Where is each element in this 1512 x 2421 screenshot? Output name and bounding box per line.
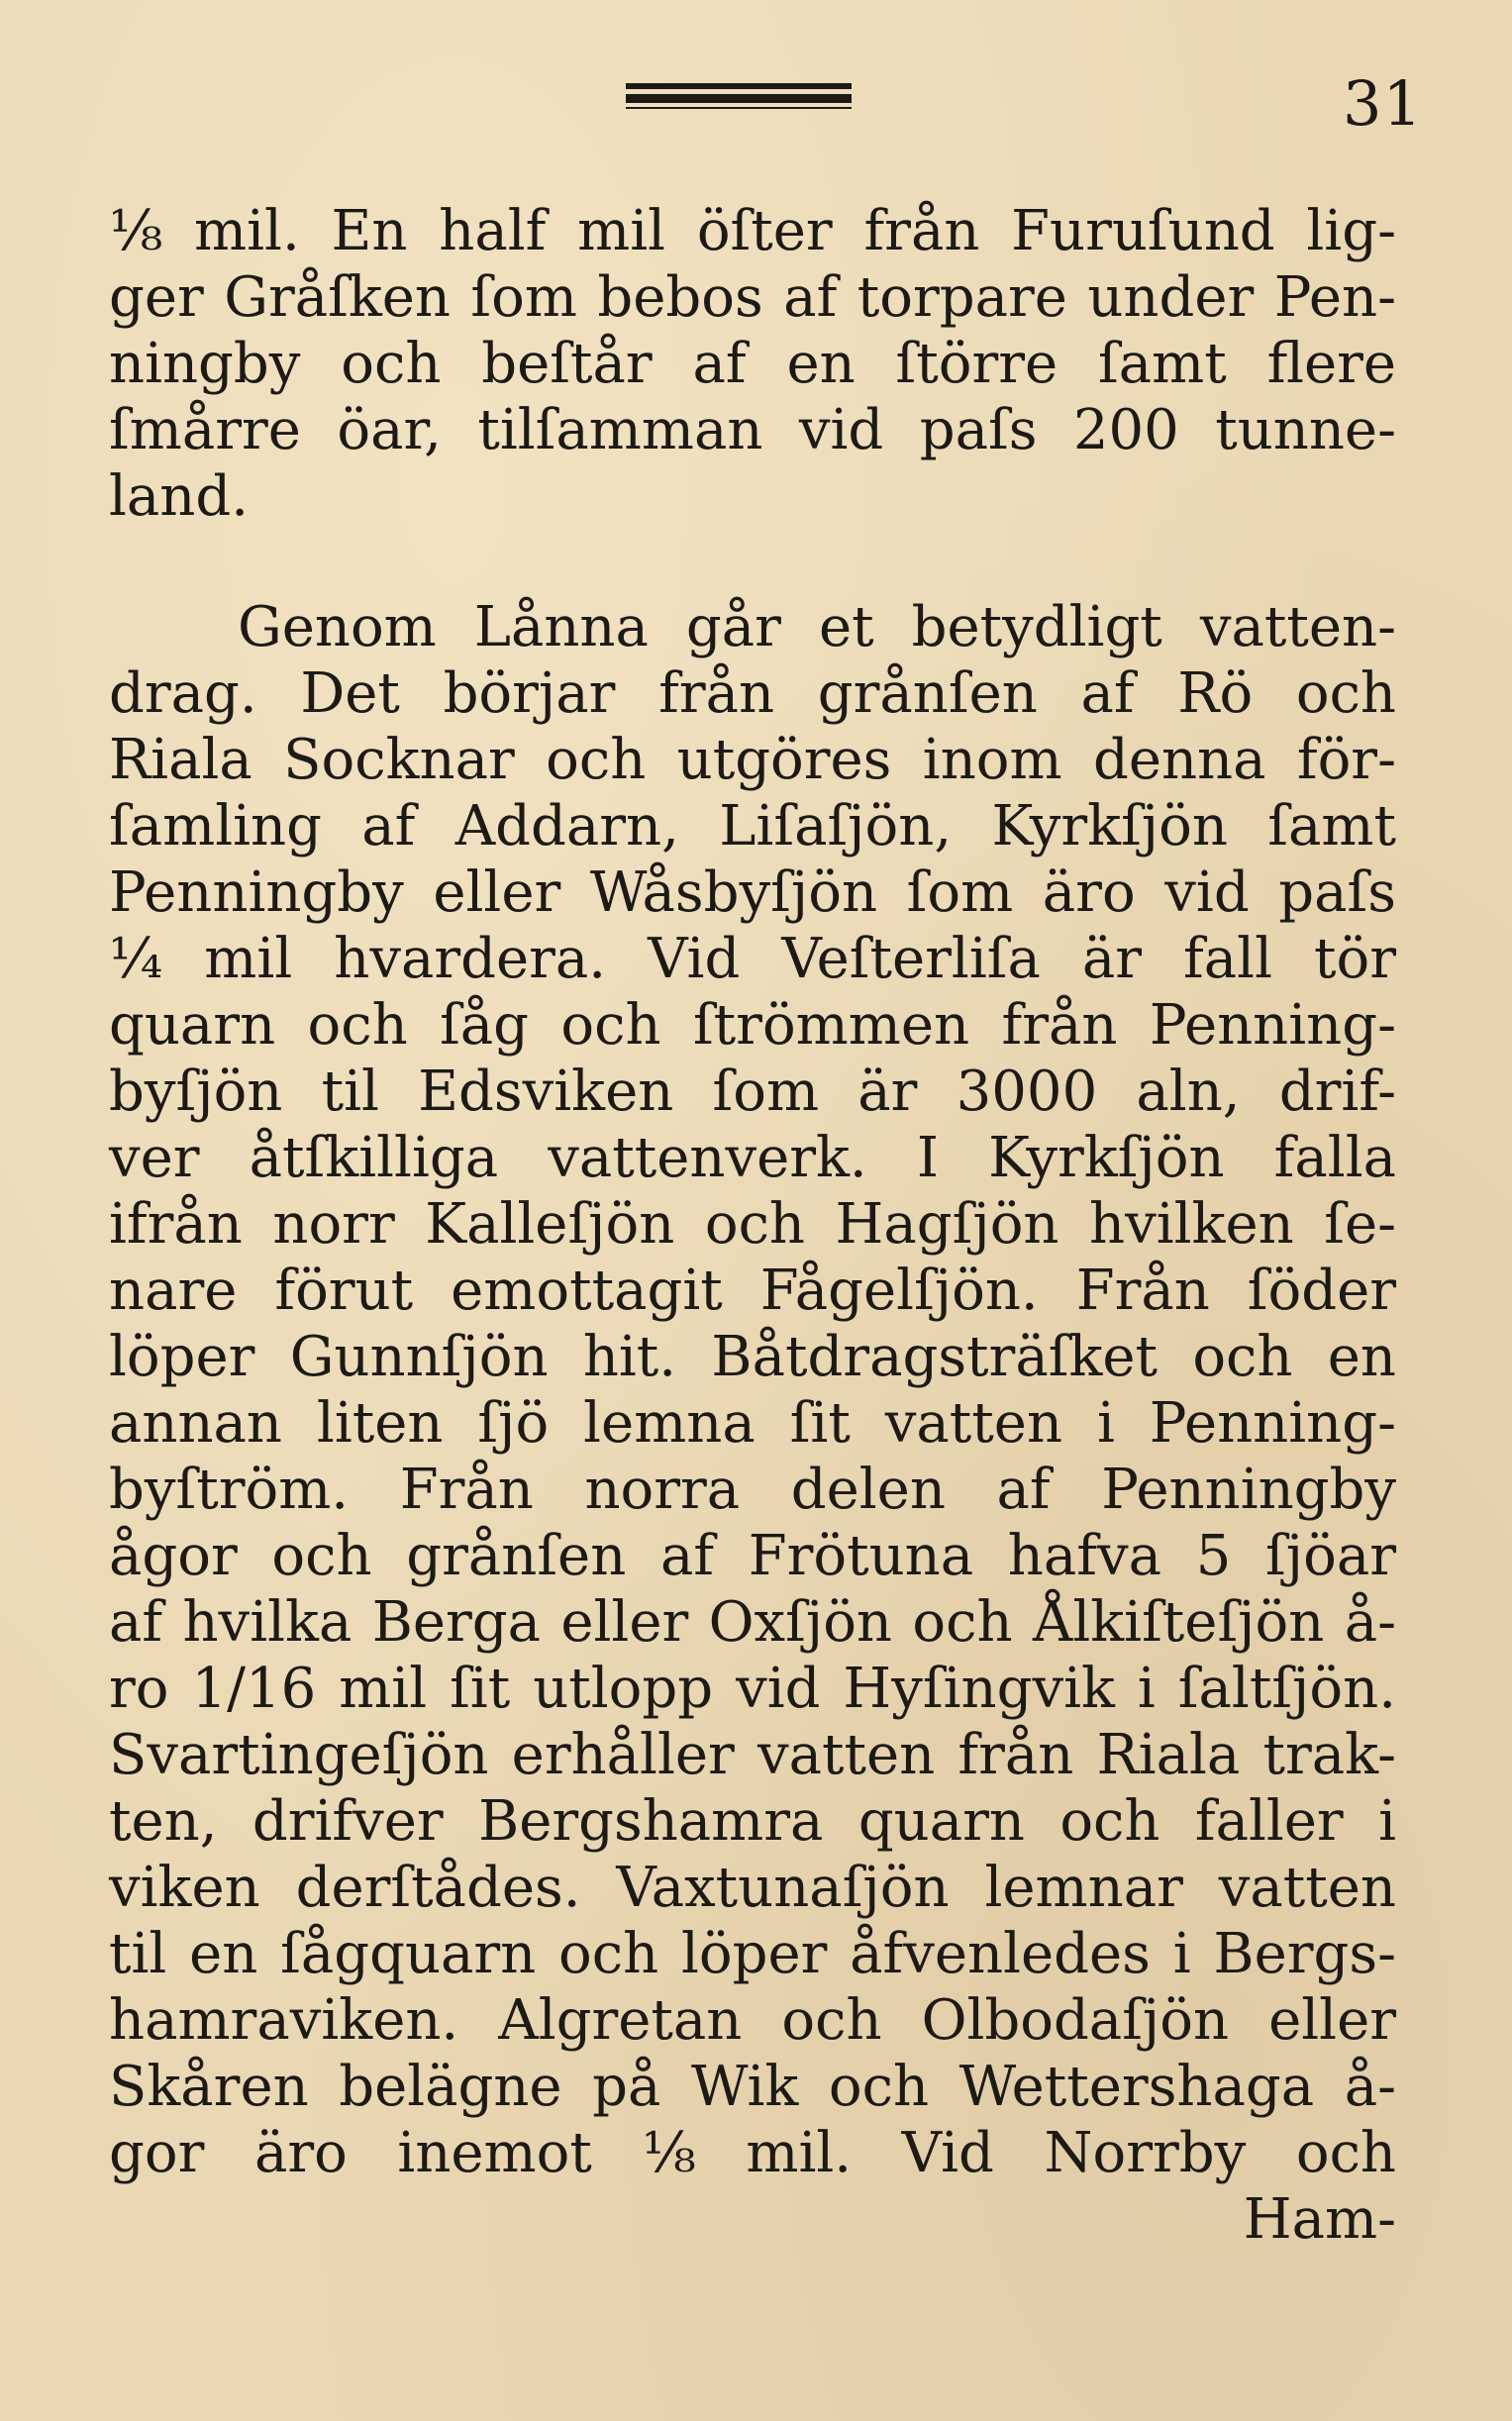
text-line: Penningby eller Wåsbyſjön ſom äro vid paſs [109,860,1396,925]
text-line: ger Gråſken ſom bebos af torpare under Pen- [109,265,1396,330]
page-number: 31 [1343,67,1423,140]
text-line: byſjön til Edsviken ſom är 3000 aln, drif- [109,1059,1396,1124]
text-line: drag. Det börjar från grånſen af Rö och [109,661,1396,726]
paragraph-gap [109,530,1396,594]
text-line: annan liten ſjö lemna ſit vatten i Penning- [109,1391,1396,1456]
text-line: Skåren belägne på Wik och Wettershaga å- [109,2055,1396,2119]
text-line: viken derſtådes. Vaxtunaſjön lemnar vatten [109,1856,1396,1920]
text-line: quarn och ſåg och ſtrömmen från Penning- [109,993,1396,1058]
header-ornament-rule [626,83,852,109]
text-line: ſmårre öar, tilſamman vid paſs 200 tunne- [109,398,1396,462]
text-line: ågor och grånſen af Frötuna hafva 5 ſjöar [109,1524,1396,1588]
text-line: ¼ mil hvardera. Vid Veſterliſa är fall tör [109,927,1396,991]
text-line: hamraviken. Algretan och Olbodaſjön eller [109,1988,1396,2053]
text-line: nare förut emottagit Fågelſjön. Från ſöder [109,1259,1396,1323]
text-line: gor äro inemot ⅛ mil. Vid Norrby och [109,2121,1396,2185]
body-text [109,198,1396,2253]
text-line: byſtröm. Från norra delen af Penningby [109,1458,1396,1522]
text-line: ningby och beſtår af en ſtörre ſamt flere [109,332,1396,396]
text-line: ⅛ mil. En half mil öſter från Furuſund lig- [109,199,1396,263]
text-line: land. [109,464,250,529]
text-line: til en ſågquarn och löper åfvenledes i Bergs- [109,1922,1396,1986]
text-line: Svartingeſjön erhåller vatten från Riala trak- [109,1723,1396,1787]
text-line: Genom Lånna går et betydligt vatten- [238,595,1396,659]
text-line: Riala Socknar och utgöres inom denna för- [109,728,1396,792]
rule-bar-top [626,83,852,89]
text-line: ten, drifver Bergshamra quarn och faller i [109,1789,1396,1854]
text-line: af hvilka Berga eller Oxſjön och Ålkiſteſjön å- [109,1590,1396,1655]
text-line: ſamling af Addarn, Liſaſjön, Kyrkſjön ſamt [109,794,1396,858]
text-line: ro 1/16 mil ſit utlopp vid Hyſingvik i ſaltſjön. [109,1657,1396,1721]
text-line: ifrån norr Kalleſjön och Hagſjön hvilken ſe- [109,1192,1396,1257]
rule-bar-middle [626,94,852,103]
text-line: löper Gunnſjön hit. Båtdragsträſket och en [109,1325,1396,1389]
catchword: Ham- [1243,2187,1396,2252]
rule-bar-bottom [626,107,852,109]
text-line: ver åtſkilliga vattenverk. I Kyrkſjön falla [109,1126,1396,1190]
